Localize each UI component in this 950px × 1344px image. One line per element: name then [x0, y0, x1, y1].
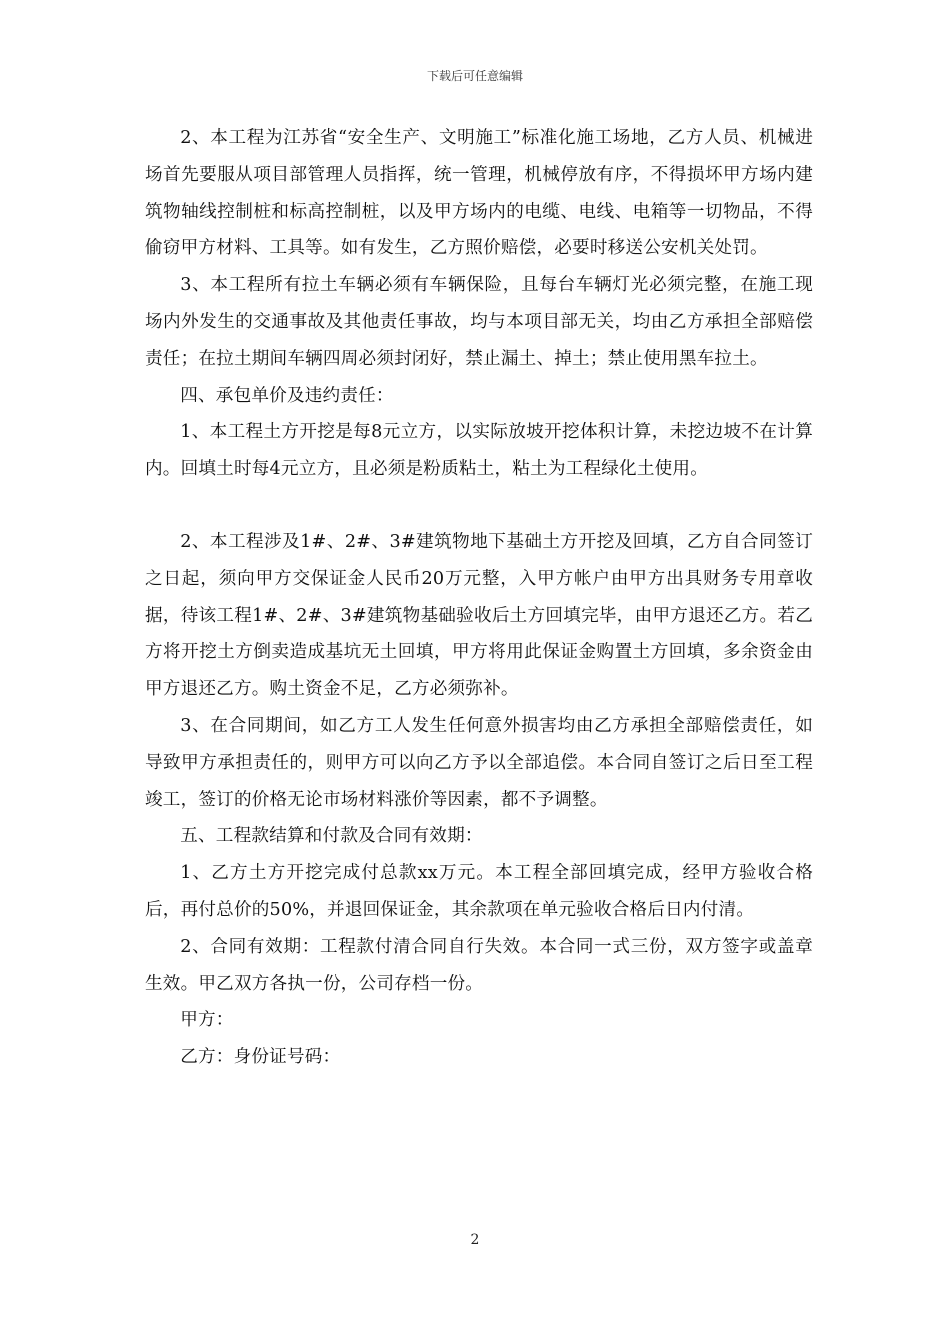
clause-4-2-deposit: 2、本工程涉及1#、2#、3#建筑物地下基础土方开挖及回填，乙方自合同签订之日起，须向甲方交保证金人民币20万元整，入甲方帐户由甲方出具财务专用章收据，待该工程1#、2#、3#建筑物基础验收后土方回填完毕，由甲方退还乙方。若乙方将开挖土方倒卖造成基坑无土回填，甲方将用此保证金购置土方回填，多余资金由甲方退还乙方。购土资金不足，乙方必须弥补。 — [145, 531, 813, 700]
section-4-heading: 四、承包单价及违约责任： — [180, 385, 394, 406]
clause-3-vehicle-insurance: 3、本工程所有拉土车辆必须有车辆保险，且每台车辆灯光必须完整，在施工现场内外发生的交通事故及其他责任事故，均与本项目部无关，均由乙方承担全部赔偿责任；在拉土期间车辆四周必须封闭好，禁止漏土、掉土；禁止使用黑车拉土。 — [145, 275, 813, 369]
clause-4-1-unit-price: 1、本工程土方开挖是每8元立方，以实际放坡开挖体积计算，未挖边坡不在计算内。回填土时每4元立方，且必须是粉质粘土，粘土为工程绿化土使用。 — [145, 422, 813, 480]
clause-5-1-payment: 1、乙方土方开挖完成付总款xx万元。本工程全部回填完成，经甲方验收合格后，再付总价的50%，并退回保证金，其余款项在单元验收合格后日内付清。 — [145, 863, 813, 920]
paragraph-gap — [145, 488, 813, 524]
clause-4-3-liability: 3、在合同期间，如乙方工人发生任何意外损害均由乙方承担全部赔偿责任，如导致甲方承担责任的，则甲方可以向乙方予以全部追偿。本合同自签订之后日至工程竣工，签订的价格无论市场材料涨价等因素，都不予调整。 — [145, 715, 813, 810]
page-number: 2 — [470, 1232, 480, 1248]
page-header: 下载后可任意编辑 — [426, 69, 523, 83]
clause-5-2-validity: 2、合同有效期：工程款付清合同自行失效。本合同一式三份，双方签字或盖章生效。甲乙双方各执一份，公司存档一份。 — [145, 936, 813, 994]
section-5-heading: 五、工程款结算和付款及合同有效期： — [180, 826, 483, 847]
document-body — [145, 120, 813, 1076]
party-b-signature-line: 乙方：身份证号码： — [180, 1047, 341, 1068]
party-a-signature-line: 甲方： — [180, 1010, 234, 1031]
clause-2-site-management: 2、本工程为江苏省“安全生产、文明施工”标准化施工场地，乙方人员、机械进场首先要服从项目部管理人员指挥，统一管理，机械停放有序，不得损坏甲方场内建筑物轴线控制桩和标高控制桩，以及甲方场内的电缆、电线、电箱等一切物品，不得偷窃甲方材料、工具等。如有发生，乙方照价赔偿，必要时移送公安机关处罚。 — [145, 128, 813, 259]
